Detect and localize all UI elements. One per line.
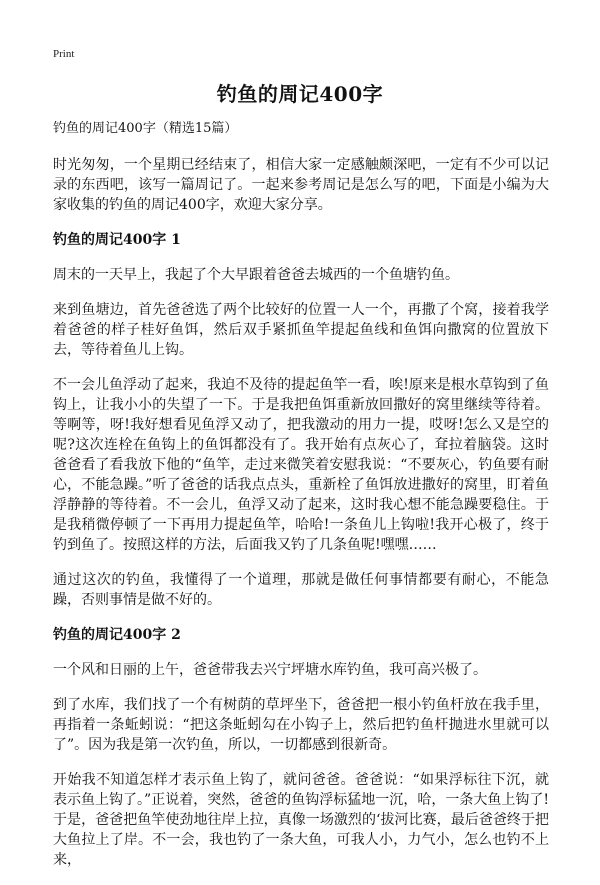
document-body (53, 120, 549, 885)
page-title: 钓鱼的周记400字 (216, 82, 384, 106)
print-link[interactable]: Print (53, 48, 75, 60)
paragraph: 周末的一天早上，我起了个大早跟着爸爸去城西的一个鱼塘钓鱼。 (53, 267, 459, 283)
paragraph: 开始我不知道怎样才表示鱼上钩了，就问爸爸。爸爸说：“如果浮标往下沉，就表示鱼上钩了。”正说着，突然，爸爸的鱼钩浮标猛地一沉，哈，一条大鱼上钩了!于是，爸爸把鱼竿使劲地往岸上拉，真像一场激烈的‘拔河比赛，最后爸爸终于把大鱼拉上了岸。不一会，我也钓了一条大鱼，可我人小，力气小，怎么也钓不上来， (53, 772, 549, 868)
paragraph: 不一会儿鱼浮动了起来，我迫不及待的提起鱼竿一看，唉!原来是根水草钩到了鱼钩上，让我小小的失望了一下。于是我把鱼饵重新放回撒好的窝里继续等待着。等啊等，呀!我好想看见鱼浮又动了，把我激动的用力一提，哎呀!怎么又是空的呢?这次连栓在鱼钩上的鱼饵都没有了。我开始有点灰心了，耷拉着脑袋。这时爸爸看了看我放下他的“鱼竿，走过来微笑着安慰我说：“不要灰心，钓鱼要有耐心，不能急躁。”听了爸爸的话我点点头，重新栓了鱼饵放进撒好的窝里，盯着鱼浮静静的等待着。不一会儿，鱼浮又动了起来，这时我心想不能急躁要稳住。于是我稍微停顿了一下再用力提起鱼竿，哈哈!一条鱼儿上钩啦!我开心极了，终于钓到鱼了。按照这样的方法，后面我又钓了几条鱼呢!嘿嘿…… (53, 377, 549, 553)
section-heading-1: 钓鱼的周记400字 1 (53, 232, 181, 248)
paragraph: 一个风和日丽的上午，爸爸带我去兴宁坪塘水库钓鱼，我可高兴极了。 (53, 662, 487, 678)
paragraph: 到了水库，我们找了一个有树荫的草坪坐下，爸爸把一根小钓鱼杆放在我手里，再指着一条蚯蚓说：“把这条蚯蚓勾在小钩子上，然后把钓鱼杆抛进水里就可以了”。因为我是第一次钓鱼，所以，一切都感到很新奇。 (53, 697, 549, 753)
paragraph: 来到鱼塘边，首先爸爸选了两个比较好的位置一人一个，再撒了个窝，接着我学着爸爸的样子桂好鱼饵，然后双手紧抓鱼竿提起鱼线和鱼饵向撒窝的位置放下去，等待着鱼儿上钩。 (53, 302, 549, 358)
document-subtitle: 钓鱼的周记400字（精选15篇） (53, 121, 238, 136)
section-heading-2: 钓鱼的周记400字 2 (53, 627, 181, 643)
paragraph: 通过这次的钓鱼，我懂得了一个道理，那就是做任何事情都要有耐心，不能急躁，否则事情是做不好的。 (53, 572, 549, 608)
intro-paragraph: 时光匆匆，一个星期已经结束了，相信大家一定感触颇深吧，一定有不少可以记录的东西吧，该写一篇周记了。一起来参考周记是怎么写的吧，下面是小编为大家收集的钓鱼的周记400字，欢迎大家分享。 (53, 157, 549, 213)
